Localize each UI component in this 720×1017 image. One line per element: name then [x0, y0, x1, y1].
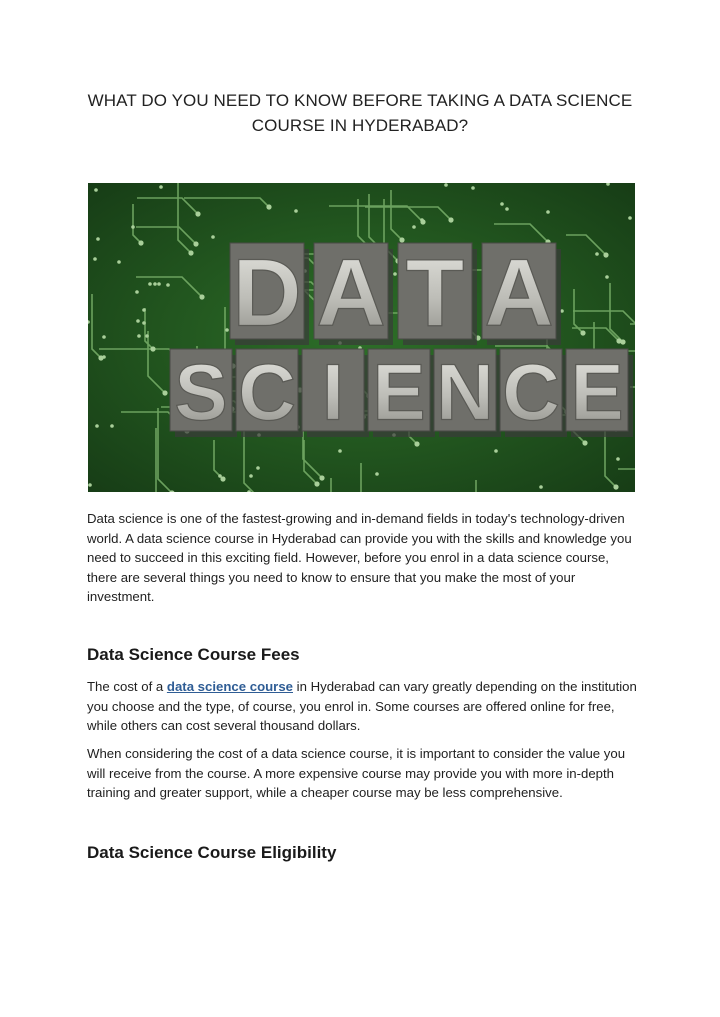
fees-text-after-link: in Hyderabad can vary greatly depending on the institution you choose and the type, of course, you enrol in. Some courses are offered online for free, while others can cost several thousand dollars.: [87, 679, 637, 733]
letter-glyph: E: [570, 347, 624, 437]
eligibility-heading: Data Science Course Eligibility: [87, 843, 337, 862]
fees-paragraph-2: When considering the cost of a data science course, it is important to consider the value you will receive from the course. A more expensive course may provide you with more in-depth training and greater support, while a cheaper course may be less comprehensive.: [87, 746, 626, 800]
letter-glyph: I: [321, 347, 345, 437]
fees-paragraph-1: [87, 677, 639, 736]
letter-glyph: C: [502, 347, 560, 437]
letter-glyph: E: [372, 347, 426, 437]
letter-glyph: D: [232, 239, 302, 347]
fees-heading: Data Science Course Fees: [87, 645, 300, 664]
data-science-hero-image: [88, 183, 635, 492]
science-letters: [170, 348, 633, 437]
letter-glyph: T: [405, 239, 465, 347]
circuit-board-illustration: [88, 183, 635, 492]
intro-paragraph: Data science is one of the fastest-growing and in-demand fields in today's technology-driven world. A data science course in Hyderabad can provide you with the skills and knowledge you need to succeed in this exciting field. However, before you enrol in a data science course, there are several things you need to know to ensure that you make the most of your investment.: [87, 511, 632, 604]
data-science-course-link[interactable]: data science course: [166, 679, 293, 694]
fees-text-before-link: The cost of a: [87, 679, 167, 694]
letter-glyph: S: [174, 347, 228, 437]
document-title: WHAT DO YOU NEED TO KNOW BEFORE TAKING A DATA SCIENCE COURSE IN HYDERABAD?: [87, 91, 633, 135]
letter-glyph: C: [238, 347, 296, 437]
letter-glyph: A: [484, 239, 554, 347]
letter-glyph: N: [436, 347, 494, 437]
letter-glyph: A: [316, 239, 386, 347]
